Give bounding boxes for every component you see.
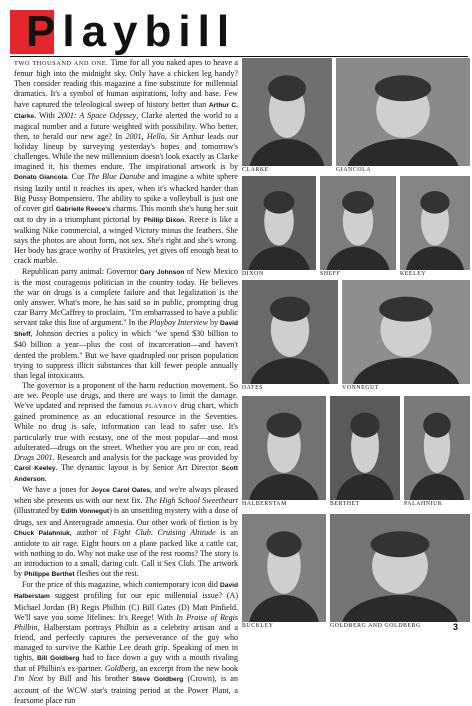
photo-vonnegut: [342, 280, 470, 384]
contributor-name: David Sheff: [14, 320, 239, 339]
text-run: , Clarke alerted the world to a magical number and a future weighted with possibility. Who better, then, to herald our new age? In: [14, 110, 238, 141]
contributor-name: Gary Johnson: [139, 268, 185, 276]
contributor-name: Steve Goldberg: [132, 676, 184, 684]
photo-grid: [242, 58, 472, 633]
portrait-image: [242, 396, 326, 500]
text-run: of New Mexico is the most courageous politician in the country today. He believes the war on drugs is a complete failure and that legalization is the only answer. What's more, he has said so in public, prompting drug czar Barry McCaffrey to proclaim, "I'm embarrassed to have a public servant take this line of argument." In the: [14, 266, 238, 328]
masthead: [10, 7, 470, 56]
caption-palahniuk: PALAHNIUK: [404, 501, 443, 507]
title-text: Drugs 2001: [14, 452, 53, 462]
title-text: In Praise of Regis Philbin: [14, 612, 238, 632]
caption-oates: OATES: [242, 385, 264, 391]
portrait-image: [404, 396, 470, 500]
contributor-name: Edith Vonnegut: [60, 508, 110, 516]
text-run: drug chart, which gained prominence as an educational resource in the Seventies. While no drug is safe, information can lead to safer use. It's particularly true with ecstasy, one of the most popular—and most adulterated—drugs on the street. Whether you are pro or con, read: [14, 401, 239, 452]
portrait-image: [330, 396, 400, 500]
text-run: . With: [34, 110, 58, 120]
photo-dixon: [242, 176, 316, 270]
caption-clarke: CLARKE: [242, 167, 269, 173]
text-run: .: [44, 474, 47, 483]
text-run: , an excerpt from the new book: [135, 664, 239, 674]
text-run: We have a jones for: [22, 485, 92, 495]
title-text: 2001: A Space Odyssey: [57, 110, 137, 120]
text-run: by: [207, 318, 221, 328]
text-run: , author of: [69, 527, 114, 537]
masthead-rest: laybill: [62, 7, 237, 56]
portrait-image: [320, 176, 396, 270]
title-text: The High School Sweetheart: [144, 496, 238, 506]
portrait-image: [242, 176, 316, 270]
text-run: (Crown), is an account of the WCW star's training period at the Power Plant, a fearsome place run: [14, 674, 238, 705]
photo-halberstam: [242, 396, 326, 500]
photo-sheff: [320, 176, 396, 270]
text-run: . Cue: [67, 172, 88, 182]
caption-vonnegut: VONNEGUT: [342, 385, 379, 391]
text-run: suggest profiling for our epic millennial issue? (A) Michael Jordan (B) Regis Philbin (C) Bill Gates (D) Matt Pinfield. We'll save you some lifelines: It's Reege! With: [14, 591, 238, 622]
photo-clarke: [242, 58, 332, 166]
caption-buckley: BUCKLEY: [242, 623, 274, 629]
photo-giancola: [336, 58, 470, 166]
contributor-name: Donato Giancola: [14, 174, 68, 182]
article-paragraph: [14, 381, 238, 485]
portrait-image: [330, 514, 470, 622]
photo-oates: [242, 280, 338, 384]
contributor-name: Philippe Berthet: [24, 571, 75, 579]
caption-halberstam: HALBERSTAM: [242, 501, 287, 507]
text-run: The governor is a proponent of the harm reduction movement. So are we. People use drugs, and there are ways to limit the damage. We've updated and reprised the famous: [14, 380, 238, 411]
contributor-name: Bill Goldberg: [36, 655, 80, 663]
portrait-image: [336, 58, 470, 166]
contributor-name: Phillip Dixon: [143, 216, 185, 224]
text-run: ) is an unsettling mystery with a dose of drugs, sex and Anterograde amnesia. Our other work of fiction is by: [14, 506, 238, 527]
text-run: . Reece is like a walking Nike commercial, a winged Victory minus the feathers. She says the photos are about form, not sex. She's right and she's wrong. Her body has grace worthy of Praxiteles, yet gives off enough heat to crack marble.: [14, 214, 238, 266]
text-run: had to face down a guy with a mouth rivaling that of Philbin's ex-partner.: [14, 653, 238, 674]
contributor-name: Scott Anderson: [14, 464, 238, 483]
photo-berthet: [330, 396, 400, 500]
text-run: charms. This month she's hung her suit out to dry in a triumphant pictorial by: [14, 203, 239, 224]
text-run: , Johnson decries a policy in which "we spend $30 billion to $40 billion a year—plus the cost of incarceration—and haven't dented the problem." But we have quadrupled our prison population trying to suppress illicit substances that kill fewer people annually than legal intoxicants.: [14, 329, 238, 380]
text-run: is an antidote to air rage. Eight hours on a plane packed like a cattle car, with nothing to do. Why not make use of the rest rooms? The story is an introduction to a small, daring cult. Call it Sex Club. The artwork by: [14, 527, 238, 579]
masthead-rule: [10, 56, 468, 57]
caption-berthet: BERTHET: [330, 501, 360, 507]
text-run: Time for all you naked apes to heave a femur high into the midnight sky. Only have a chicken leg handy? Then consider reading this magazine a fine substitute for millennial dramatics. It's a symbol of human aspirations, lofty and base. Few have captured the teleological sweep of history better than: [14, 58, 238, 109]
portrait-image: [342, 280, 470, 384]
contributor-name: Chuck Palahniuk: [14, 529, 70, 537]
caption-dixon: DIXON: [242, 271, 264, 277]
contributor-name: Gabrielle Reece's: [55, 205, 111, 213]
title-text: Fight Club: [113, 527, 151, 537]
masthead-initial: P: [26, 7, 63, 56]
contributor-name: David Halberstam: [14, 582, 238, 601]
photo-palahniuk: [404, 396, 470, 500]
title-text: I'm Next: [14, 674, 44, 684]
text-run: , Sir Arthur leads our holiday lineup by surveying yesterday's hopes and tomorrow's challenges. While the new millennium doesn't look exactly as Clarke imagined it, his themes endure. The inspirational artwork is by: [14, 131, 239, 172]
photo-keeley: [400, 176, 470, 270]
text-run: . Research and analysis for the package was provided by: [52, 452, 238, 462]
text-run: (illustrated by: [14, 506, 61, 516]
article-paragraph: [14, 485, 238, 580]
contributor-name: Joyce Carol Oates: [91, 487, 151, 495]
text-run: and imagine a white sphere rising lazily until it reaches its apex, when it's whacked harder than Big Pussy Bompensiero. The ability to spike a volleyball is just one of cover girl: [14, 172, 238, 213]
masthead-title: [26, 6, 236, 58]
text-run: , and we're always pleased when she presents us with our next fix.: [14, 485, 238, 506]
portrait-image: [242, 280, 338, 384]
text-run: PLAYBOY: [144, 403, 179, 411]
text-run: Republican party animal: Governor: [22, 266, 140, 276]
title-text: The Blue Danube: [87, 172, 145, 182]
title-text: Cruising Altitude: [157, 527, 216, 537]
text-run: , Halberstam portrays Philbin as a celebrity artisan and a friend, and perfectly captures the perseverance of the guy who managed to survive the Kathie Lee death grip. Speaking of men in tights,: [14, 622, 238, 663]
title-text: 2001, Hello: [125, 131, 165, 141]
text-run: .: [150, 527, 158, 537]
portrait-image: [242, 514, 326, 622]
contributor-name: Carol Keeley: [14, 464, 56, 472]
article-text: [14, 58, 238, 706]
text-run: For the price of this magazine, which contemporary icon did: [22, 580, 221, 590]
portrait-image: [242, 58, 332, 166]
title-text: Goldberg: [104, 664, 136, 674]
title-text: Playboy Interview: [149, 318, 208, 328]
photo-goldberg-and-goldberg: [330, 514, 470, 622]
text-run: TWO THOUSAND AND ONE.: [14, 60, 111, 67]
portrait-image: [400, 176, 470, 270]
text-run: fleshes out the rest.: [74, 569, 139, 579]
caption-keeley: KEELEY: [400, 271, 427, 277]
text-run: . The dynamic layout is by Senior Art Director: [55, 462, 222, 472]
article-paragraph: [14, 580, 238, 706]
text-run: by Bill and his brother: [43, 674, 133, 684]
page-number: 3: [453, 622, 459, 632]
contributor-name: Arthur C. Clarke: [14, 101, 239, 120]
caption-giancola: GIANCOLA: [336, 167, 372, 173]
caption-sheff: SHEFF: [320, 271, 341, 277]
article-paragraph: [14, 58, 238, 267]
photo-buckley: [242, 514, 326, 622]
caption-goldberg-and-goldberg: GOLDBERG AND GOLDBERG: [330, 623, 421, 629]
article-paragraph: [14, 267, 238, 381]
